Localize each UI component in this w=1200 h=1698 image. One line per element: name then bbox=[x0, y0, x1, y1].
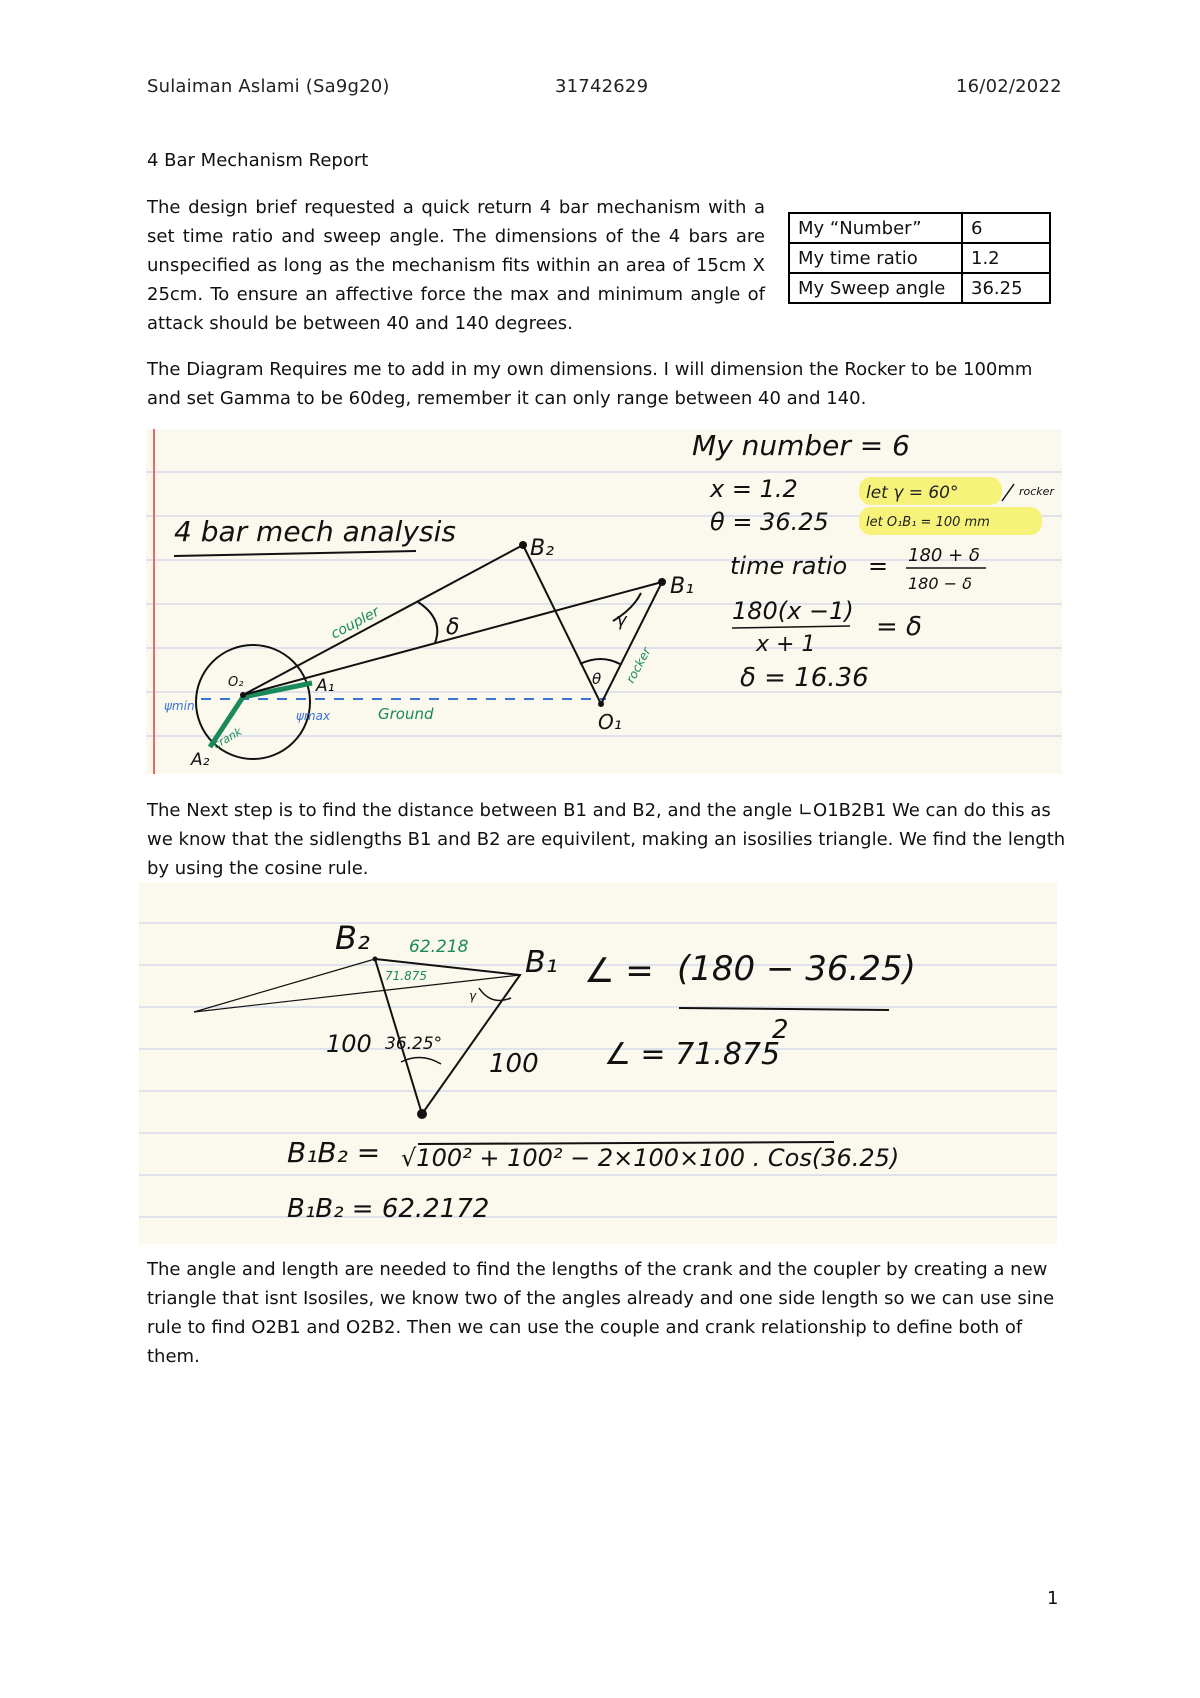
rocker-b2 bbox=[523, 545, 601, 704]
delta-result: δ = 16.36 bbox=[740, 663, 869, 693]
delta-denominator: x + 1 bbox=[756, 632, 816, 657]
header-student-id: 31742629 bbox=[555, 76, 649, 97]
handwritten-note-mechanism-analysis bbox=[146, 429, 1062, 774]
table-row bbox=[789, 243, 1050, 273]
param-value: 36.25 bbox=[962, 273, 1050, 303]
label-psi-max: ψmax bbox=[296, 709, 331, 723]
handwritten-note-cosine-rule bbox=[139, 882, 1057, 1244]
label-theta: θ bbox=[592, 670, 602, 688]
param-label: My time ratio bbox=[789, 243, 962, 273]
label-o1: O₁ bbox=[598, 710, 622, 734]
side-left: 100 bbox=[326, 1030, 372, 1058]
highlight-rocker-text: let O₁B₁ = 100 mm bbox=[866, 515, 990, 530]
label-psi-min: ψmin bbox=[164, 699, 195, 713]
rocker-note: rocker bbox=[1019, 485, 1054, 498]
label-crank: crank bbox=[211, 725, 245, 752]
x-line: x = 1.2 bbox=[710, 475, 798, 503]
label-b2: B₂ bbox=[530, 536, 554, 561]
angle-equation-rhs: (180 − 36.25) bbox=[677, 949, 916, 989]
highlight-gamma-text: let γ = 60° bbox=[866, 483, 959, 503]
label-a1: A₁ bbox=[316, 676, 335, 696]
label-o2: O₂ bbox=[228, 675, 244, 690]
param-value: 6 bbox=[962, 213, 1050, 243]
parameters-table bbox=[788, 212, 1051, 304]
theta-line: θ = 36.25 bbox=[710, 508, 829, 536]
note-title: 4 bar mech analysis bbox=[174, 515, 456, 548]
delta-equals: = δ bbox=[876, 612, 922, 642]
next-step-paragraph: The Next step is to find the distance between B1 and B2, and the angle ∟O1B2B1 We can do this as we know that the sidlengths B1 and B2 are equivilent, making an isosilies triangle. We find the length by using the cosine rule. bbox=[147, 800, 1066, 879]
cosine-rule-rhs: √100² + 100² − 2×100×100 . Cos(36.25) bbox=[401, 1144, 900, 1172]
dimension-paragraph: The Diagram Requires me to add in my own dimensions. I will dimension the Rocker to be 100mm and set Gamma to be 60deg, remember it can only range between 40 and 140. bbox=[147, 359, 1033, 409]
time-ratio-numerator: 180 + δ bbox=[908, 545, 980, 566]
conclusion-paragraph: The angle and length are needed to find the lengths of the crank and the coupler by creating a new triangle that isnt Isosiles, we know two of the angles already and one side length so we can use sine rule to find O2B1 and O2B2. Then we can use the couple and crank relationship to define both of them. bbox=[147, 1259, 1055, 1367]
label-b1: B₁ bbox=[525, 945, 558, 980]
side-right: 100 bbox=[489, 1049, 539, 1079]
header-author: Sulaiman Aslami (Sa9g20) bbox=[147, 76, 390, 97]
cosine-rule-lhs: B₁B₂ = bbox=[287, 1136, 381, 1169]
label-b1: B₁ bbox=[670, 574, 694, 599]
angle-top: 71.875 bbox=[385, 969, 427, 983]
time-ratio-denominator: 180 − δ bbox=[908, 574, 972, 593]
angle-equation-lhs: ∠ = bbox=[584, 951, 654, 991]
header-date: 16/02/2022 bbox=[956, 76, 1062, 97]
angle-equation-divisor: 2 bbox=[772, 1015, 789, 1045]
label-a2: A₂ bbox=[191, 750, 210, 770]
side-length-top: 62.218 bbox=[409, 937, 469, 957]
label-rocker: rocker bbox=[623, 645, 654, 686]
report-title: 4 Bar Mechanism Report bbox=[147, 150, 369, 171]
cosine-rule-result: B₁B₂ = 62.2172 bbox=[287, 1194, 490, 1224]
param-label: My “Number” bbox=[789, 213, 962, 243]
label-ground: Ground bbox=[378, 705, 434, 723]
page-number: 1 bbox=[1047, 1588, 1059, 1609]
label-delta: δ bbox=[446, 615, 460, 640]
param-value: 1.2 bbox=[962, 243, 1050, 273]
angle-equation-result: ∠ = 71.875 bbox=[604, 1037, 781, 1072]
isosceles-triangle-sketch bbox=[139, 882, 1057, 1244]
delta-numerator: 180(x −1) bbox=[732, 597, 854, 625]
table-row bbox=[789, 213, 1050, 243]
angle-apex: 36.25° bbox=[385, 1034, 443, 1054]
coupler-b2 bbox=[243, 545, 523, 695]
param-label: My Sweep angle bbox=[789, 273, 962, 303]
label-b2: B₂ bbox=[335, 919, 370, 957]
label-gamma: γ bbox=[616, 610, 627, 631]
mechanism-sketch bbox=[146, 429, 1062, 774]
label-coupler: coupler bbox=[328, 603, 383, 643]
time-ratio-label: time ratio bbox=[730, 552, 848, 580]
svg-text:=: = bbox=[868, 552, 889, 580]
table-row bbox=[789, 273, 1050, 303]
number-line: My number = 6 bbox=[692, 429, 910, 462]
intro-paragraph: The design brief requested a quick return 4 bar mechanism with a set time ratio and sweep angle. The dimensions of the 4 bars are unspecified as long as the mechanism fits within an area of 15cm X 25cm. To ensure an affective force the max and minimum angle of attack should be between 40 and 140 degrees. bbox=[147, 197, 765, 334]
label-gamma: γ bbox=[469, 989, 477, 1003]
rocker-b1 bbox=[601, 582, 662, 704]
